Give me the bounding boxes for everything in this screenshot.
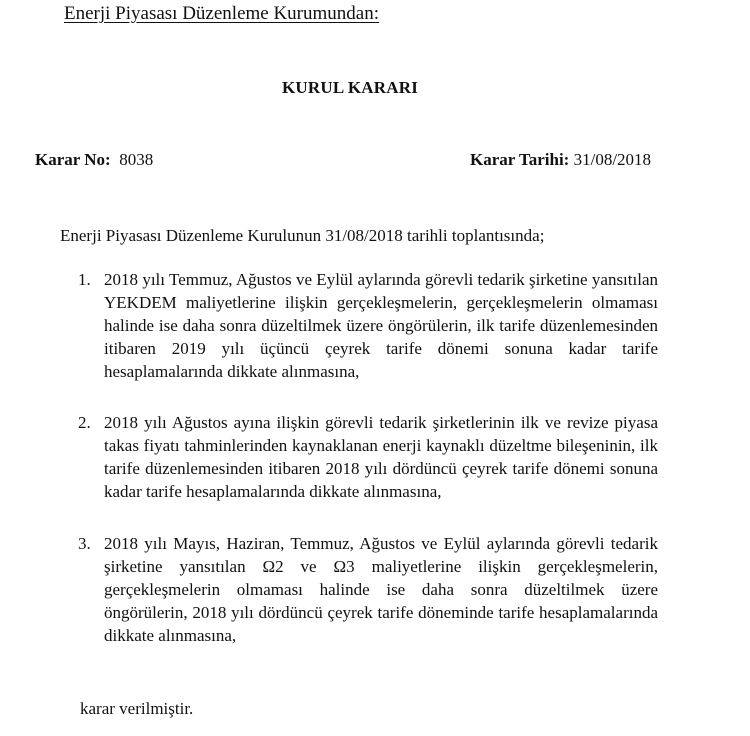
list-item-text: 2018 yılı Temmuz, Ağustos ve Eylül aylarında görevli tedarik şirketine yansıtılan YEKDEM maliyetlerine ilişkin gerçekleşmelerin, gerçekleşmelerin olmaması halinde ise daha sonra düzeltilmek üzere öngörülerin, ilk tarife düzenlemesinden itibaren 2019 yılı üçüncü çeyrek tarife dönemi sonuna kadar tarife hesaplamalarında dikkate alınmasına, — [104, 270, 658, 381]
document-title: KURUL KARARI — [281, 78, 419, 97]
decision-date — [470, 150, 651, 170]
decision-date-label: Karar Tarihi: — [470, 150, 570, 169]
intro-paragraph: Enerji Piyasası Düzenleme Kurulunun 31/08/2018 tarihli toplantısında; — [60, 226, 545, 245]
list-item-number: 3. — [78, 534, 91, 553]
list-item — [78, 268, 658, 383]
list-item-text: 2018 yılı Mayıs, Haziran, Temmuz, Ağustos ve Eylül aylarında görevli tedarik şirketine yansıtılan Ω2 ve Ω3 maliyetlerine ilişkin gerçekleşmelerin, gerçekleşmelerin olmaması halinde ise daha sonra düzeltilmek üzere öngörülerin, 2018 yılı dördüncü çeyrek tarife döneminde tarife hesaplamalarında dikkate alınmasına, — [104, 534, 658, 645]
decision-number — [35, 150, 153, 170]
closing-line: karar verilmiştir. — [80, 699, 194, 718]
decision-number-value: 8038 — [119, 150, 154, 169]
decision-date-value: 31/08/2018 — [573, 150, 652, 169]
issuing-agency: Enerji Piyasası Düzenleme Kurumundan: — [64, 3, 380, 24]
list-item-number: 1. — [78, 270, 91, 289]
list-item — [78, 532, 658, 647]
list-item-text: 2018 yılı Ağustos ayına ilişkin görevli tedarik şirketlerinin ilk ve revize piyasa takas fiyatı tahminlerinden kaynaklanan enerji kaynaklı düzeltme bileşeninin, ilk tarife düzenlemesinden itibaren 2018 yılı dördüncü çeyrek tarife dönemi sonuna kadar tarife hesaplamalarında dikkate alınmasına, — [104, 413, 658, 501]
list-item — [78, 411, 658, 503]
list-item-number: 2. — [78, 413, 91, 432]
decision-number-label: Karar No: — [35, 150, 111, 169]
